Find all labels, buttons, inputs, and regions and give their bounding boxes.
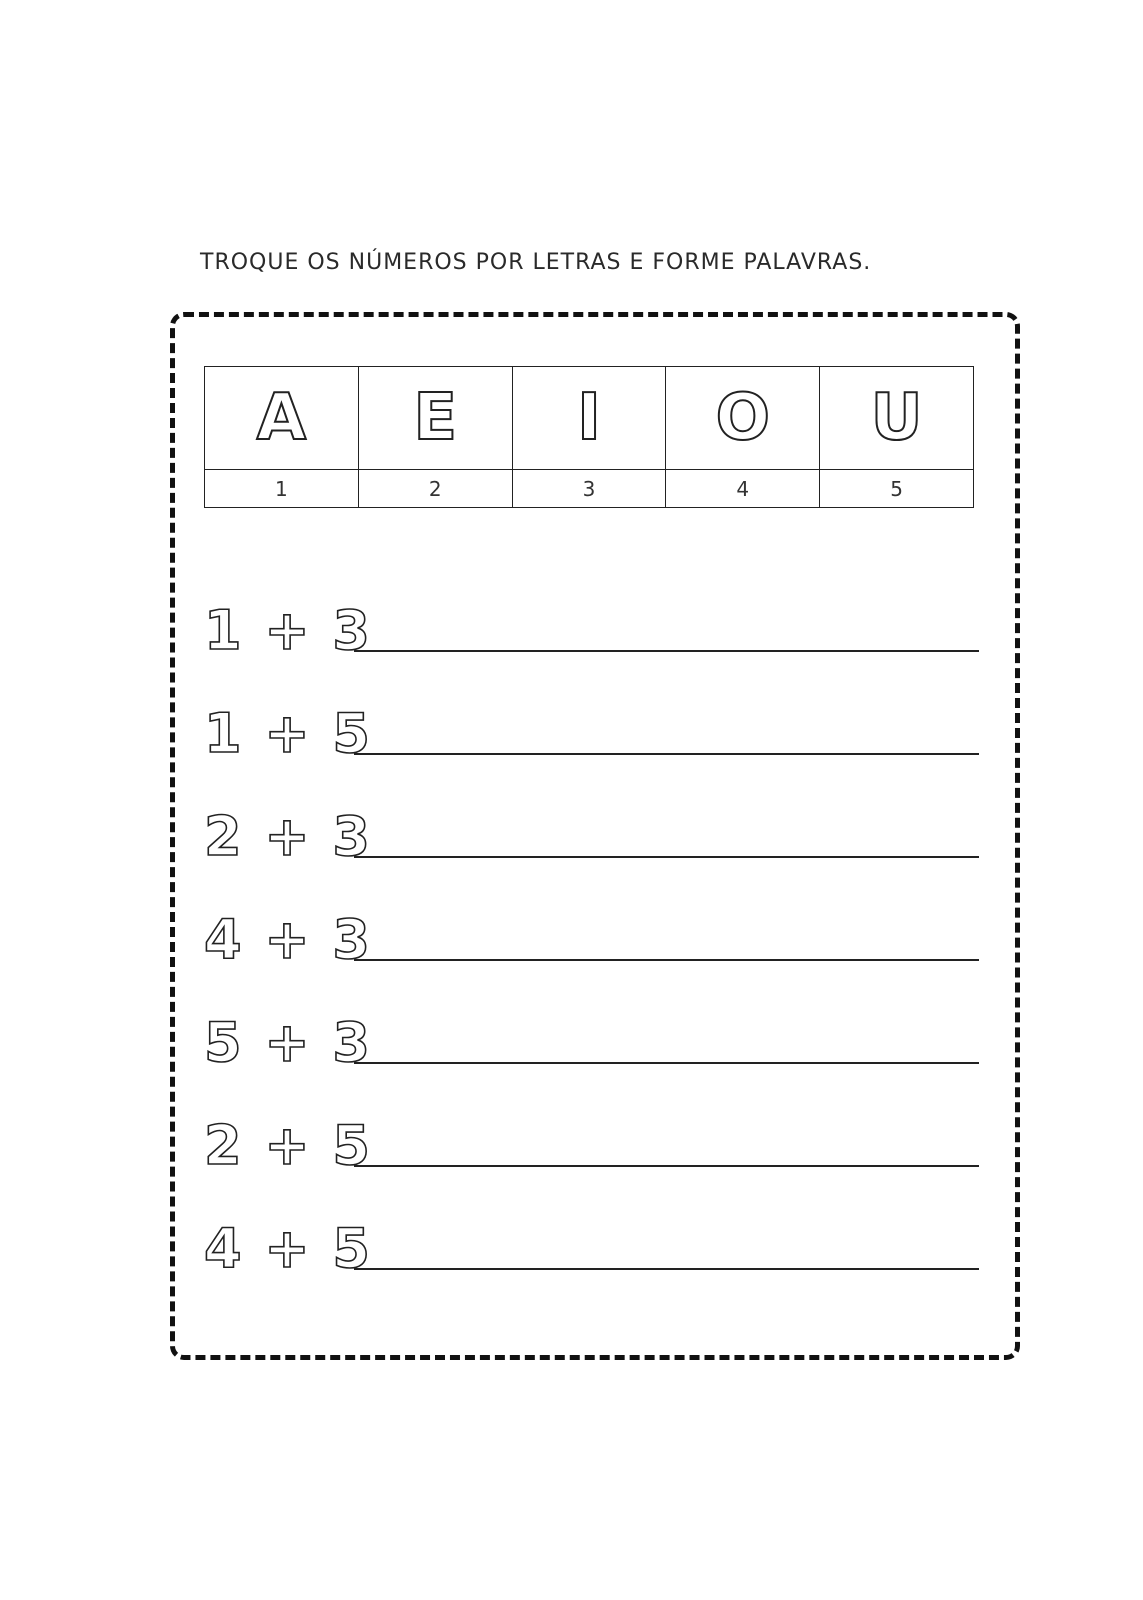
key-cell-letter [205, 367, 359, 470]
exercise-row [204, 600, 984, 703]
exercise-expression: 4 + 3 [204, 908, 372, 971]
key-numbers-row [205, 470, 974, 508]
instruction-text: TROQUE OS NÚMEROS POR LETRAS E FORME PALAVRAS. [200, 250, 872, 275]
exercise-row [204, 703, 984, 806]
key-letter: E [413, 381, 458, 455]
exercise-expression: 2 + 5 [204, 1114, 372, 1177]
letter-number-key-table [204, 366, 974, 508]
key-letter: I [577, 381, 601, 455]
key-number: 1 [205, 470, 359, 508]
exercise-expression: 5 + 3 [204, 1011, 372, 1074]
exercise-row [204, 1115, 984, 1218]
key-number: 4 [666, 470, 820, 508]
key-number: 2 [358, 470, 512, 508]
exercise-row [204, 806, 984, 909]
answer-field[interactable] [354, 959, 979, 961]
exercise-expression: 1 + 5 [204, 702, 372, 765]
exercise-row [204, 1012, 984, 1115]
exercise-expression: 1 + 3 [204, 599, 372, 662]
exercise-expression: 4 + 5 [204, 1217, 372, 1280]
answer-field[interactable] [354, 1062, 979, 1064]
key-letter: U [870, 381, 923, 455]
key-letter: O [715, 381, 770, 455]
answer-field[interactable] [354, 856, 979, 858]
exercise-row [204, 1218, 984, 1321]
exercise-list [204, 600, 984, 1321]
key-cell-letter [512, 367, 666, 470]
key-cell-letter [820, 367, 974, 470]
exercise-row [204, 909, 984, 1012]
key-number: 3 [512, 470, 666, 508]
key-cell-letter [358, 367, 512, 470]
answer-field[interactable] [354, 1165, 979, 1167]
answer-field[interactable] [354, 650, 979, 652]
exercise-expression: 2 + 3 [204, 805, 372, 868]
answer-field[interactable] [354, 1268, 979, 1270]
key-letters-row [205, 367, 974, 470]
answer-field[interactable] [354, 753, 979, 755]
key-cell-letter [666, 367, 820, 470]
key-number: 5 [820, 470, 974, 508]
key-letter: A [256, 381, 307, 455]
